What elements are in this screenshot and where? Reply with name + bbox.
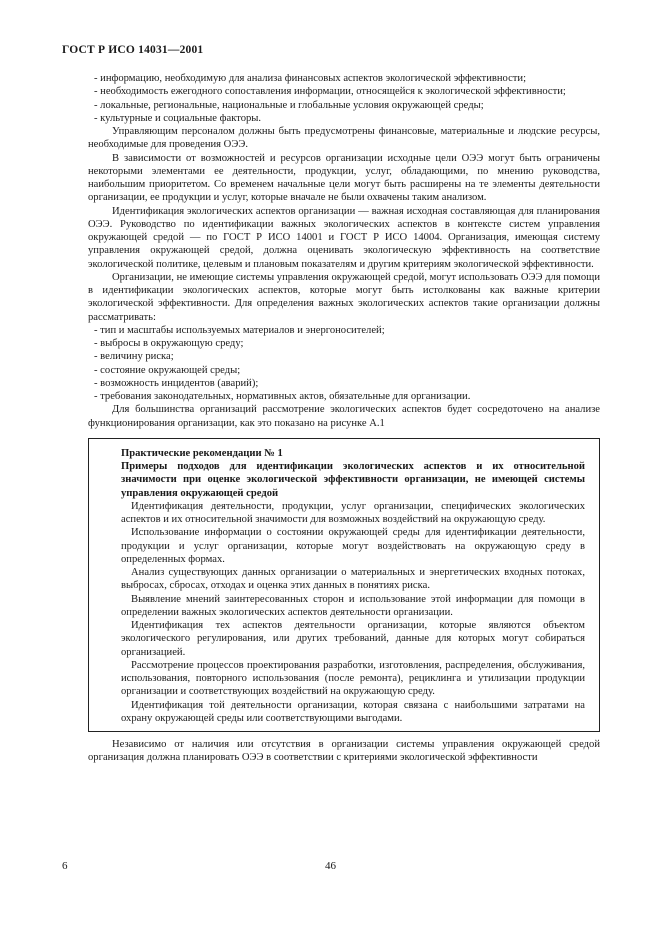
intro-item: - необходимость ежегодного сопоставления информации, относящейся к экологической эффективности; <box>94 86 566 98</box>
main-content <box>88 72 600 765</box>
box-item: Использование информации о состоянии окружающей среды для идентификации деятельности, продукции и услуг организации, которые могут воздействовать на окружающую среду в определенных формах. <box>121 527 585 565</box>
paragraph: Организации, не имеющие системы управления окружающей средой, могут использовать ОЭЭ для помощи в идентификации экологических аспектов, которые могут быть истолкованы как важные критерии экологической эффективности. Для определения важных экологических аспектов такие организации должны рассматривать: <box>88 271 600 323</box>
box-item: Идентификация деятельности, продукции, услуг организации, специфических экологических аспектов и их относительной значимости для возможных воздействий на окружающую среду. <box>121 500 585 525</box>
list-item: - величину риска; <box>94 351 174 363</box>
box-item: Идентификация тех аспектов деятельности организации, которые являются объектом экологического регулирования, или других требований, данные для которых могут собираться организацией. <box>121 620 585 658</box>
box-title: Примеры подходов для идентификации экологических аспектов и их относительной значимости при оценке экологической эффективности организации, не имеющей системы управления окружающей средой <box>121 461 585 499</box>
list-item: - требования законодательных, нормативных актов, обязательные для организации. <box>94 391 471 402</box>
list-item: - возможность инцидентов (аварий); <box>94 377 259 389</box>
practical-recommendations-box <box>88 438 600 732</box>
paragraph: Управляющим персоналом должны быть предусмотрены финансовые, материальные и людские ресурсы, необходимые для проведения ОЭЭ. <box>88 126 600 151</box>
intro-item: - информацию, необходимую для анализа финансовых аспектов экологической эффективности; <box>94 73 527 84</box>
box-label: Практические рекомендации № 1 <box>121 447 283 459</box>
box-item: Выявление мнений заинтересованных сторон и использование этой информации для помощи в определении важных экологических аспектов деятельности организации. <box>121 593 585 618</box>
page-number: 6 <box>62 860 68 872</box>
paragraph: Независимо от наличия или отсутствия в организации системы управления окружающей средой организация должна планировать ОЭЭ в соответствии с критериями экологической эффективности <box>88 739 600 764</box>
list-item: - выбросы в окружающую среду; <box>94 338 244 349</box>
box-item: Рассмотрение процессов проектирования разработки, изготовления, распределения, обслуживания, использования, повторного использования (после ремонта), рециклинга и утилизации продукции организации и соответствующих воздействий на окружающую среду. <box>121 659 585 698</box>
sheet-number: 46 <box>325 860 336 872</box>
box-item: Анализ существующих данных организации о материальных и энергетических входных потоках, выбросах, сбросах, отходах и оценка этих данных в понятиях риска. <box>121 567 585 592</box>
intro-item: - культурные и социальные факторы. <box>94 112 262 124</box>
intro-item: - локальные, региональные, национальные и глобальные условия окружающей среды; <box>94 99 484 111</box>
document-header: ГОСТ Р ИСО 14031—2001 <box>62 44 204 56</box>
box-item: Идентификация той деятельности организации, которая связана с наибольшими затратами на охрану окружающей среды или соответствующими выгодами. <box>121 699 585 724</box>
list-item: - тип и масштабы используемых материалов и энергоносителей; <box>94 324 385 336</box>
paragraph: В зависимости от возможностей и ресурсов организации исходные цели ОЭЭ могут быть ограничены некоторыми элементами ее деятельности, продукции, услуг, обладающими, по мнению руководства, наибольшим приоритетом. Со временем начальные цели могут быть расширены на те элементы деятельности организации, ее продукции и услуг, которые вначале не были охвачены таким анализом. <box>88 152 600 204</box>
list-item: - состояние окружающей среды; <box>94 364 241 376</box>
paragraph: Для большинства организаций рассмотрение экологических аспектов будет сосредоточено на анализе функционирования организации, как это показано на рисунке А.1 <box>88 404 600 429</box>
paragraph: Идентификация экологических аспектов организации — важная исходная составляющая для планирования ОЭЭ. Руководство по идентификации важных экологических аспектов в контексте систем управления окружающей средой — по ГОСТ Р ИСО 14001 и ГОСТ Р ИСО 14004. Организация, имеющая систему управления окружающей средой, должна оценивать экологическую эффективность на соответствие экологической политике, целевым и плановым показателям и другим критериям экологической эффективности. <box>88 205 600 270</box>
